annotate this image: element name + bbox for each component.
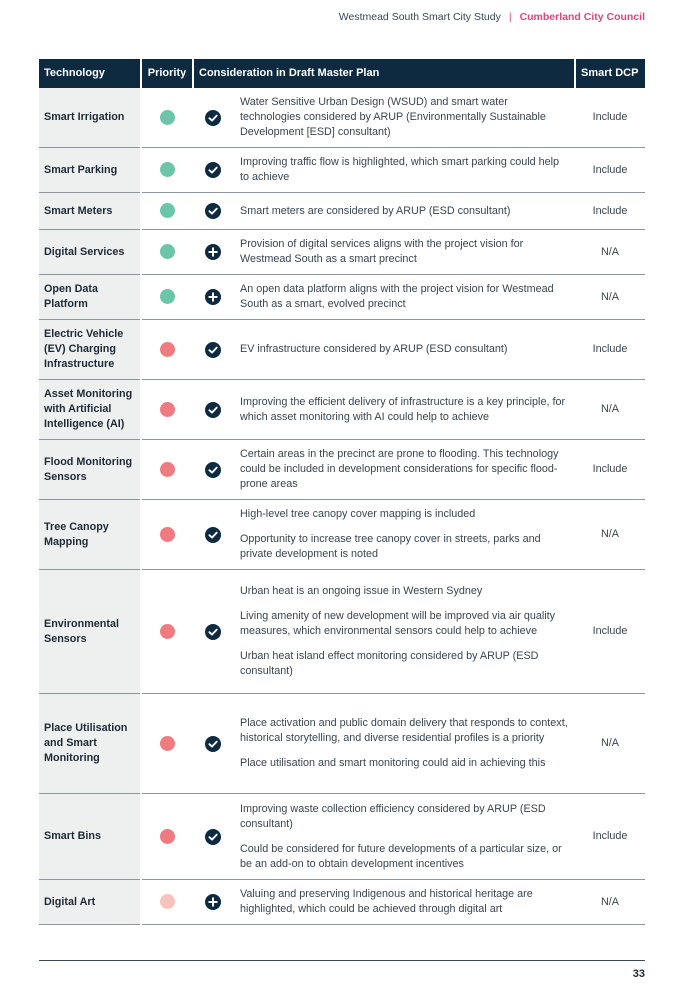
- status-cell: [193, 230, 233, 275]
- consideration-text: Improving waste collection efficiency considered by ARUP (ESD consultant): [240, 802, 546, 830]
- smart-dcp-value: N/A: [601, 403, 619, 415]
- consideration-cell: [233, 880, 575, 925]
- consideration-text: Place utilisation and smart monitoring could aid in achieving this: [240, 757, 546, 769]
- plus-icon: [205, 289, 221, 305]
- priority-red-dot: [160, 829, 175, 844]
- priority-red-dot: [160, 342, 175, 357]
- table-row: [39, 880, 645, 925]
- status-cell: [193, 440, 233, 500]
- check-icon: [205, 342, 221, 358]
- priority-red-dot: [160, 527, 175, 542]
- smart-dcp-value: N/A: [601, 737, 619, 749]
- status-cell: [193, 500, 233, 570]
- consideration-text: Smart meters are considered by ARUP (ESD consultant): [240, 204, 511, 217]
- check-icon: [205, 829, 221, 845]
- consideration-text: Urban heat is an ongoing issue in Western Sydney: [240, 585, 483, 597]
- table-row: [39, 88, 645, 148]
- table-row: [39, 230, 645, 275]
- check-icon: [205, 162, 221, 178]
- status-cell: [193, 88, 233, 148]
- consideration-cell: [233, 794, 575, 880]
- table-row: [39, 148, 645, 193]
- table-row: [39, 440, 645, 500]
- technology-name: Flood Monitoring Sensors: [39, 440, 141, 500]
- consideration-text: Could be considered for future developments of a particular size, or be an add-on to obtain development incentives: [240, 842, 562, 870]
- consideration-cell: [233, 148, 575, 193]
- consideration-text: Living amenity of new development will be improved via air quality measures, which environmental sensors could help to achieve: [240, 610, 556, 637]
- consideration-cell: [233, 275, 575, 320]
- check-icon: [205, 402, 221, 418]
- smart-dcp-value: Include: [592, 163, 628, 176]
- check-icon: [205, 736, 221, 752]
- smart-dcp-value: N/A: [601, 290, 619, 303]
- consideration-text: Improving the efficient delivery of infrastructure is a key principle, for which asset monitoring with AI could help to achieve: [240, 395, 566, 423]
- header-priority: Priority: [141, 59, 193, 88]
- technology-name: Electric Vehicle (EV) Charging Infrastructure: [39, 320, 141, 380]
- consideration-text: An open data platform aligns with the project vision for Westmead South as a smart, evolved precinct: [240, 283, 554, 310]
- technology-name: Smart Irrigation: [39, 88, 141, 148]
- status-cell: [193, 380, 233, 440]
- smart-dcp-value: Include: [592, 463, 628, 475]
- technology-name: Tree Canopy Mapping: [39, 500, 141, 570]
- priority-cell: [141, 694, 193, 794]
- check-icon: [205, 462, 221, 478]
- check-icon: [205, 527, 221, 543]
- smart-dcp-value: N/A: [601, 528, 619, 540]
- consideration-text: Provision of digital services aligns with the project vision for Westmead South as a smart precinct: [240, 238, 524, 265]
- table-row: [39, 570, 645, 694]
- smart-dcp-value: Include: [592, 343, 628, 355]
- priority-cell: [141, 440, 193, 500]
- consideration-cell: [233, 380, 575, 440]
- consideration-cell: [233, 500, 575, 570]
- status-cell: [193, 694, 233, 794]
- consideration-text: Valuing and preserving Indigenous and historical heritage are highlighted, which could be achieved through digital art: [240, 888, 533, 915]
- smart-dcp-value: Include: [592, 111, 628, 123]
- page-header: [339, 11, 645, 23]
- consideration-text: Opportunity to increase tree canopy cover in streets, parks and private development is noted: [240, 533, 541, 560]
- smart-dcp-value: N/A: [601, 245, 619, 258]
- consideration-text: EV infrastructure considered by ARUP (ESD consultant): [240, 343, 508, 355]
- plus-icon: [205, 894, 221, 910]
- technology-name: Environmental Sensors: [39, 570, 141, 694]
- smart-dcp-value: Include: [592, 625, 628, 637]
- smart-dcp-value: N/A: [601, 895, 619, 908]
- priority-cell: [141, 794, 193, 880]
- priority-cell: [141, 320, 193, 380]
- consideration-cell: [233, 88, 575, 148]
- technology-name: Smart Bins: [39, 794, 141, 880]
- council-name: Cumberland City Council: [519, 11, 645, 23]
- table-row: [39, 794, 645, 880]
- priority-red-dot: [160, 402, 175, 417]
- status-cell: [193, 794, 233, 880]
- header-technology: Technology: [39, 59, 141, 88]
- priority-cell: [141, 500, 193, 570]
- status-cell: [193, 148, 233, 193]
- technology-name: Digital Art: [39, 880, 141, 925]
- table-header-row: [39, 59, 645, 88]
- check-icon: [205, 203, 221, 219]
- table-row: [39, 275, 645, 320]
- priority-cell: [141, 380, 193, 440]
- technology-name: Smart Meters: [39, 193, 141, 230]
- technology-name: Digital Services: [39, 230, 141, 275]
- status-cell: [193, 275, 233, 320]
- priority-red-dot: [160, 624, 175, 639]
- status-cell: [193, 320, 233, 380]
- consideration-text: Place activation and public domain delivery that responds to context, historical storytelling, and diverse residential profiles is a priority: [240, 717, 568, 744]
- priority-cell: [141, 193, 193, 230]
- table-row: [39, 380, 645, 440]
- header-smart-dcp: Smart DCP: [575, 59, 645, 88]
- consideration-cell: [233, 230, 575, 275]
- priority-cell: [141, 88, 193, 148]
- priority-red-dot: [160, 462, 175, 477]
- table-row: [39, 320, 645, 380]
- priority-green-dot: [160, 203, 175, 218]
- status-cell: [193, 570, 233, 694]
- consideration-cell: [233, 193, 575, 230]
- status-cell: [193, 880, 233, 925]
- consideration-text: Improving traffic flow is highlighted, which smart parking could help to achieve: [240, 156, 560, 183]
- technology-name: Smart Parking: [39, 148, 141, 193]
- header-consideration: Consideration in Draft Master Plan: [193, 59, 575, 88]
- table-row: [39, 500, 645, 570]
- priority-green-dot: [160, 110, 175, 125]
- consideration-text: Certain areas in the precinct are prone to flooding. This technology could be included in development considerations for specific flood-prone areas: [240, 448, 559, 490]
- priority-green-dot: [160, 162, 175, 177]
- consideration-cell: [233, 694, 575, 794]
- status-cell: [193, 193, 233, 230]
- study-title: Westmead South Smart City Study: [338, 11, 501, 23]
- priority-pink-dot: [160, 894, 175, 909]
- priority-cell: [141, 148, 193, 193]
- priority-cell: [141, 275, 193, 320]
- consideration-cell: [233, 440, 575, 500]
- consideration-text: Urban heat island effect monitoring considered by ARUP (ESD consultant): [240, 650, 539, 677]
- check-icon: [205, 110, 221, 126]
- priority-cell: [141, 880, 193, 925]
- table-row: [39, 193, 645, 230]
- smart-dcp-value: Include: [592, 204, 628, 217]
- table-row: [39, 694, 645, 794]
- priority-green-dot: [160, 244, 175, 259]
- consideration-text: High-level tree canopy cover mapping is included: [240, 508, 476, 520]
- consideration-cell: [233, 320, 575, 380]
- page-number: 33: [632, 968, 645, 980]
- priority-red-dot: [160, 736, 175, 751]
- technology-table: [39, 59, 645, 925]
- consideration-text: Water Sensitive Urban Design (WSUD) and smart water technologies considered by ARUP (Environmentally Sustainable Development [ESD] consultant): [240, 96, 546, 138]
- header-separator: |: [508, 11, 512, 23]
- priority-cell: [141, 570, 193, 694]
- smart-dcp-value: Include: [592, 830, 628, 842]
- priority-green-dot: [160, 289, 175, 304]
- check-icon: [205, 624, 221, 640]
- consideration-cell: [233, 570, 575, 694]
- priority-cell: [141, 230, 193, 275]
- technology-name: Open Data Platform: [39, 275, 141, 320]
- technology-name: Place Utilisation and Smart Monitoring: [39, 694, 141, 794]
- footer-rule: [39, 960, 645, 961]
- plus-icon: [205, 244, 221, 260]
- technology-name: Asset Monitoring with Artificial Intelligence (AI): [39, 380, 141, 440]
